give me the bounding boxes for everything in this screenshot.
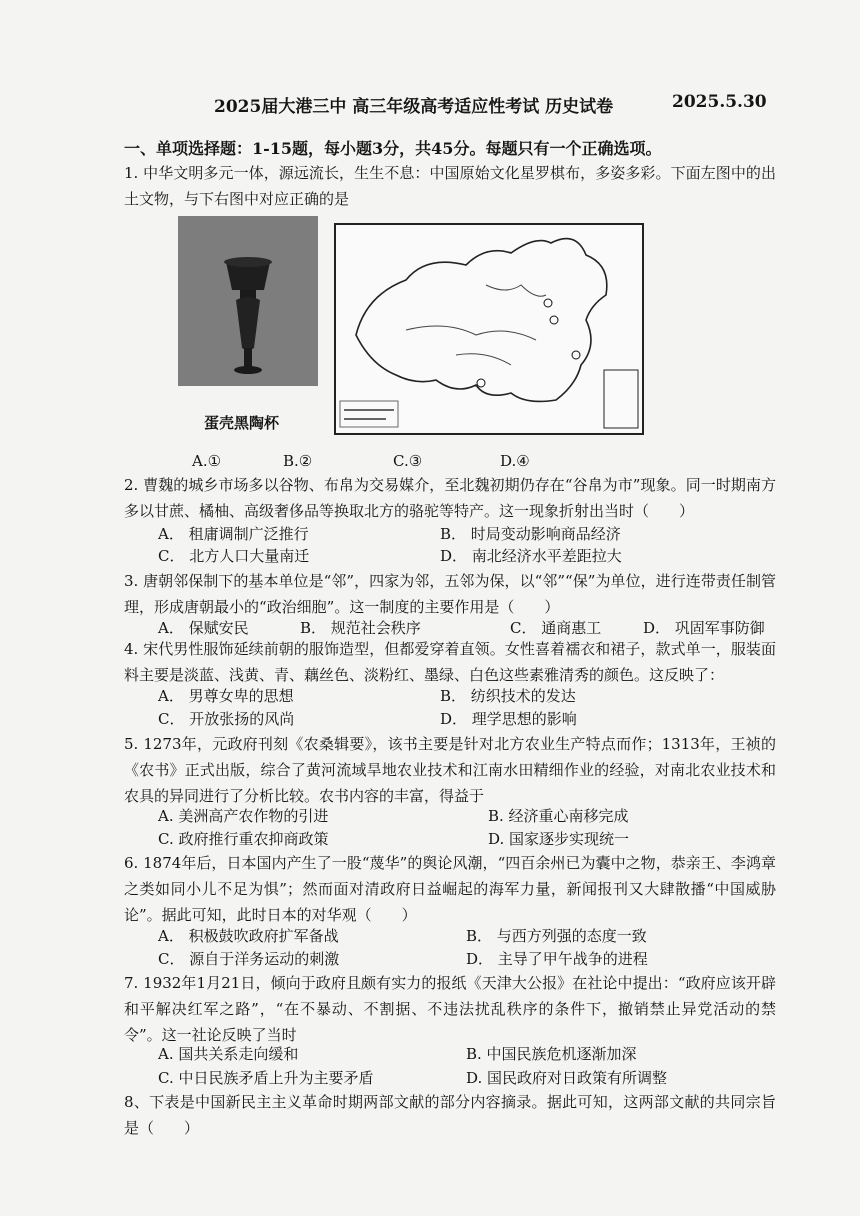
q3-option-a: A． 保赋安民 bbox=[158, 619, 249, 637]
q3-option-b: B． 规范社会秩序 bbox=[300, 619, 421, 637]
q2-option-d: D． 南北经济水平差距拉大 bbox=[440, 547, 622, 565]
section-title: 一、单项选择题：1-15题，每小题3分，共45分。每题只有一个正确选项。 bbox=[124, 139, 662, 158]
q2-option-b: B． 时局变动影响商品经济 bbox=[440, 525, 621, 543]
q7-option-c: C. 中日民族矛盾上升为主要矛盾 bbox=[158, 1069, 374, 1087]
q4-option-a: A． 男尊女卑的思想 bbox=[158, 687, 294, 705]
q1-option-c: C.③ bbox=[393, 452, 423, 470]
artifact-photo bbox=[178, 216, 318, 386]
q1-option-b: B.② bbox=[283, 452, 313, 470]
q5-option-d: D. 国家逐步实现统一 bbox=[488, 830, 630, 848]
q1-option-a: A.① bbox=[192, 452, 222, 470]
q6-option-a: A． 积极鼓吹政府扩军备战 bbox=[158, 927, 339, 945]
q1-option-d: D.④ bbox=[500, 452, 530, 470]
exam-header bbox=[214, 92, 814, 117]
black-pottery-cup-icon bbox=[178, 216, 318, 386]
q6-option-b: B． 与西方列强的态度一致 bbox=[466, 927, 647, 945]
q3-option-d: D． 巩固军事防御 bbox=[643, 619, 765, 637]
question-3-stem: 3. 唐朝邻保制下的基本单位是“邻”，四家为邻，五邻为保，以“邻”“保”为单位，进行连带责任制管理，形成唐朝最小的“政治细胞”。这一制度的主要作用是（ ） bbox=[124, 572, 776, 616]
q5-option-a: A. 美洲高产农作物的引进 bbox=[158, 807, 329, 825]
question-8-stem: 8、下表是中国新民主主义革命时期两部文献的部分内容摘录。据此可知，这两部文献的共同宗旨是（ ） bbox=[124, 1093, 776, 1137]
q6-option-d: D． 主导了甲午战争的进程 bbox=[466, 950, 648, 968]
q4-option-d: D． 理学思想的影响 bbox=[440, 710, 577, 728]
exam-title: 2025届大港三中 高三年级高考适应性考试 历史试卷 bbox=[214, 97, 614, 117]
q5-option-b: B. 经济重心南移完成 bbox=[488, 807, 629, 825]
question-7-stem: 7. 1932年1月21日，倾向于政府且颇有实力的报纸《天津大公报》在社论中提出：“政府应该开辟和平解决红军之路”，“在不暴动、不割据、不违法扰乱秩序的条件下，撤销禁止异党活动的禁令”。这一社论反映了当时 bbox=[124, 974, 776, 1044]
q5-option-c: C. 政府推行重农抑商政策 bbox=[158, 830, 329, 848]
q2-option-a: A． 租庸调制广泛推行 bbox=[158, 525, 309, 543]
artifact-caption: 蛋壳黑陶杯 bbox=[204, 414, 280, 432]
china-map bbox=[334, 223, 644, 435]
q7-option-b: B. 中国民族危机逐渐加深 bbox=[466, 1045, 637, 1063]
question-1-stem: 1. 中华文明多元一体，源远流长，生生不息：中国原始文化星罗棋布，多姿多彩。下面左图中的出土文物，与下右图中对应正确的是 bbox=[124, 164, 776, 208]
china-outline-map-icon bbox=[336, 225, 642, 433]
q6-option-c: C． 源自于洋务运动的刺激 bbox=[158, 950, 340, 968]
q4-option-b: B． 纺织技术的发达 bbox=[440, 687, 576, 705]
q7-option-d: D. 国民政府对日政策有所调整 bbox=[466, 1069, 668, 1087]
exam-date: 2025.5.30 bbox=[672, 92, 767, 112]
q4-option-c: C． 开放张扬的风尚 bbox=[158, 710, 295, 728]
question-5-stem: 5. 1273年，元政府刊刻《农桑辑要》，该书主要是针对北方农业生产特点而作；1313年，王祯的《农书》正式出版，综合了黄河流域旱地农业技术和江南水田精细作业的经验，对南北农业技术和农具的异同进行了分析比较。农书内容的丰富，得益于 bbox=[124, 735, 776, 805]
q2-option-c: C． 北方人口大量南迁 bbox=[158, 547, 310, 565]
q7-option-a: A. 国共关系走向缓和 bbox=[158, 1045, 299, 1063]
question-4-stem: 4. 宋代男性服饰延续前朝的服饰造型，但都爱穿着直领。女性喜着襦衣和裙子，款式单一，服装面料主要是淡蓝、浅黄、青、藕丝色、淡粉红、墨绿、白色这些素雅清秀的颜色。这反映了： bbox=[124, 640, 776, 684]
question-2-stem: 2. 曹魏的城乡市场多以谷物、布帛为交易媒介，至北魏初期仍存在“谷帛为市”现象。同一时期南方多以甘蔗、橘柚、高级奢侈品等换取北方的骆驼等特产。这一现象折射出当时（ ） bbox=[124, 476, 776, 520]
q3-option-c: C． 通商惠工 bbox=[510, 619, 602, 637]
question-6-stem: 6. 1874年后，日本国内产生了一股“蔑华”的舆论风潮，“四百余州已为囊中之物，恭亲王、李鸿章之类如同小儿不足为惧”；然而面对清政府日益崛起的海军力量，新闻报刊又大肆散播“中国威胁论”。据此可知，此时日本的对华观（ ） bbox=[124, 854, 776, 924]
